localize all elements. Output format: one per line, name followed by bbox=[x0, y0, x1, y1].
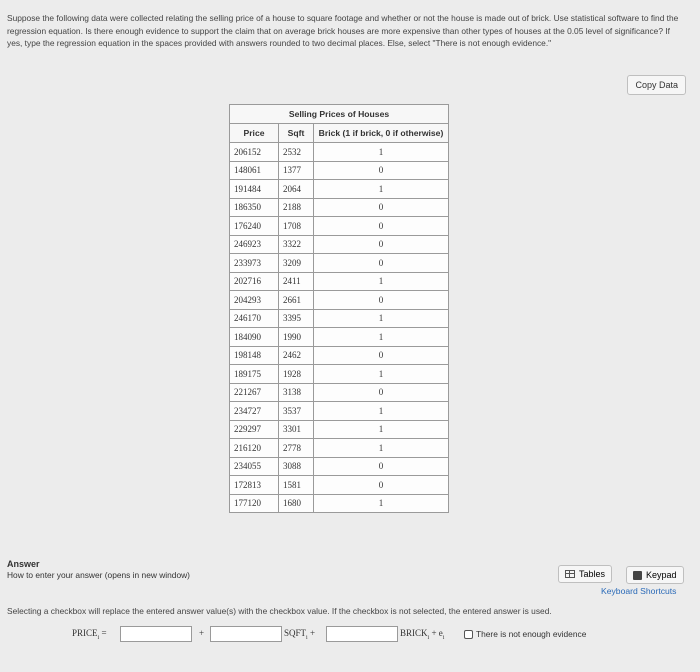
table-row bbox=[230, 272, 449, 291]
regression-equation-row bbox=[0, 625, 700, 645]
header-price: Price bbox=[230, 124, 279, 143]
price-cell: 229297 bbox=[230, 420, 279, 439]
sqft-cell: 3088 bbox=[279, 457, 314, 476]
not-enough-evidence-label: There is not enough evidence bbox=[476, 629, 587, 639]
sqft-cell: 2661 bbox=[279, 291, 314, 310]
sqft-cell: 1708 bbox=[279, 217, 314, 236]
brick-cell: 1 bbox=[314, 328, 449, 347]
keypad-button[interactable] bbox=[626, 566, 684, 584]
brick-cell: 0 bbox=[314, 217, 449, 236]
brick-cell: 0 bbox=[314, 254, 449, 273]
intercept-input[interactable] bbox=[120, 626, 192, 642]
not-enough-evidence-checkbox[interactable] bbox=[464, 630, 473, 639]
brick-cell: 0 bbox=[314, 198, 449, 217]
table-row bbox=[230, 328, 449, 347]
table-row bbox=[230, 457, 449, 476]
sqft-cell: 2064 bbox=[279, 180, 314, 199]
price-cell: 177120 bbox=[230, 494, 279, 513]
brick-cell: 0 bbox=[314, 235, 449, 254]
sqft-cell: 3138 bbox=[279, 383, 314, 402]
table-row bbox=[230, 476, 449, 495]
table-row bbox=[230, 254, 449, 273]
brick-cell: 0 bbox=[314, 161, 449, 180]
brick-cell: 1 bbox=[314, 272, 449, 291]
sqft-cell: 1377 bbox=[279, 161, 314, 180]
price-cell: 246170 bbox=[230, 309, 279, 328]
sqft-cell: 3209 bbox=[279, 254, 314, 273]
sqft-cell: 1990 bbox=[279, 328, 314, 347]
keypad-label: Keypad bbox=[646, 570, 677, 580]
table-row bbox=[230, 235, 449, 254]
header-sqft: Sqft bbox=[279, 124, 314, 143]
brick-cell: 1 bbox=[314, 180, 449, 199]
tables-label: Tables bbox=[579, 569, 606, 579]
brick-cell: 0 bbox=[314, 383, 449, 402]
answer-label: Answer bbox=[7, 559, 40, 569]
brick-cell: 0 bbox=[314, 291, 449, 310]
brick-cell: 1 bbox=[314, 143, 449, 162]
brick-term: $BRICK_i + e_i$ bbox=[400, 628, 445, 641]
house-prices-table bbox=[229, 104, 449, 513]
table-row bbox=[230, 180, 449, 199]
price-cell: 206152 bbox=[230, 143, 279, 162]
price-cell: 172813 bbox=[230, 476, 279, 495]
table-title: Selling Prices of Houses bbox=[230, 105, 449, 124]
tables-button[interactable] bbox=[558, 565, 612, 583]
plus-sign: + bbox=[199, 628, 205, 638]
brick-cell: 1 bbox=[314, 494, 449, 513]
brick-cell: 1 bbox=[314, 439, 449, 458]
price-cell: 234727 bbox=[230, 402, 279, 421]
table-row bbox=[230, 494, 449, 513]
brick-cell: 1 bbox=[314, 402, 449, 421]
price-cell: 189175 bbox=[230, 365, 279, 384]
table-row bbox=[230, 217, 449, 236]
table-row bbox=[230, 161, 449, 180]
table-row bbox=[230, 365, 449, 384]
sqft-cell: 2532 bbox=[279, 143, 314, 162]
brick-cell: 1 bbox=[314, 420, 449, 439]
sqft-cell: 3395 bbox=[279, 309, 314, 328]
table-row bbox=[230, 402, 449, 421]
price-cell: 221267 bbox=[230, 383, 279, 402]
price-cell: 216120 bbox=[230, 439, 279, 458]
table-icon bbox=[565, 570, 575, 578]
sqft-cell: 3322 bbox=[279, 235, 314, 254]
price-cell: 186350 bbox=[230, 198, 279, 217]
price-cell: 184090 bbox=[230, 328, 279, 347]
sqft-cell: 1928 bbox=[279, 365, 314, 384]
price-cell: 233973 bbox=[230, 254, 279, 273]
table-row bbox=[230, 291, 449, 310]
brick-cell: 0 bbox=[314, 457, 449, 476]
table-row bbox=[230, 309, 449, 328]
table-row bbox=[230, 383, 449, 402]
table-row bbox=[230, 346, 449, 365]
brick-cell: 1 bbox=[314, 365, 449, 384]
price-cell: 234055 bbox=[230, 457, 279, 476]
sqft-cell: 2462 bbox=[279, 346, 314, 365]
sqft-coefficient-input[interactable] bbox=[210, 626, 282, 642]
table-row bbox=[230, 439, 449, 458]
keyboard-shortcuts-link[interactable]: Keyboard Shortcuts bbox=[601, 586, 677, 596]
table-row bbox=[230, 420, 449, 439]
brick-coefficient-input[interactable] bbox=[326, 626, 398, 642]
sqft-cell: 3301 bbox=[279, 420, 314, 439]
brick-cell: 1 bbox=[314, 309, 449, 328]
instruction-text: Selecting a checkbox will replace the entered answer value(s) with the checkbox value. If the checkbox is not selected, the entered answer is used. bbox=[7, 606, 552, 616]
price-cell: 202716 bbox=[230, 272, 279, 291]
sqft-cell: 1581 bbox=[279, 476, 314, 495]
keypad-icon bbox=[633, 571, 642, 580]
sqft-cell: 2188 bbox=[279, 198, 314, 217]
sqft-cell: 3537 bbox=[279, 402, 314, 421]
sqft-cell: 2778 bbox=[279, 439, 314, 458]
price-cell: 198148 bbox=[230, 346, 279, 365]
header-brick: Brick (1 if brick, 0 if otherwise) bbox=[314, 124, 449, 143]
question-text: Suppose the following data were collected relating the selling price of a house to square footage and whether or not the house is made out of brick. Use statistical software to find the regression equation. Is there enough evidence to support the claim that on average brick houses are more expensive than other types of houses at the 0.05 level of significance? If yes, type the regression equation in the spaces provided with answers rounded to two decimal places. Else, select "There is not enough evidence." bbox=[7, 13, 679, 48]
brick-cell: 0 bbox=[314, 346, 449, 365]
price-cell: 148061 bbox=[230, 161, 279, 180]
table-row bbox=[230, 143, 449, 162]
price-cell: 176240 bbox=[230, 217, 279, 236]
sqft-term: $SQFT_i$ + bbox=[284, 628, 316, 641]
price-term: $PRICE_i$ = bbox=[72, 628, 107, 641]
price-cell: 191484 bbox=[230, 180, 279, 199]
sqft-cell: 1680 bbox=[279, 494, 314, 513]
brick-cell: 0 bbox=[314, 476, 449, 495]
sqft-cell: 2411 bbox=[279, 272, 314, 291]
price-cell: 246923 bbox=[230, 235, 279, 254]
table-row bbox=[230, 198, 449, 217]
price-cell: 204293 bbox=[230, 291, 279, 310]
how-to-enter-link[interactable]: How to enter your answer (opens in new window) bbox=[7, 570, 190, 580]
copy-data-button[interactable]: Copy Data bbox=[627, 75, 686, 95]
